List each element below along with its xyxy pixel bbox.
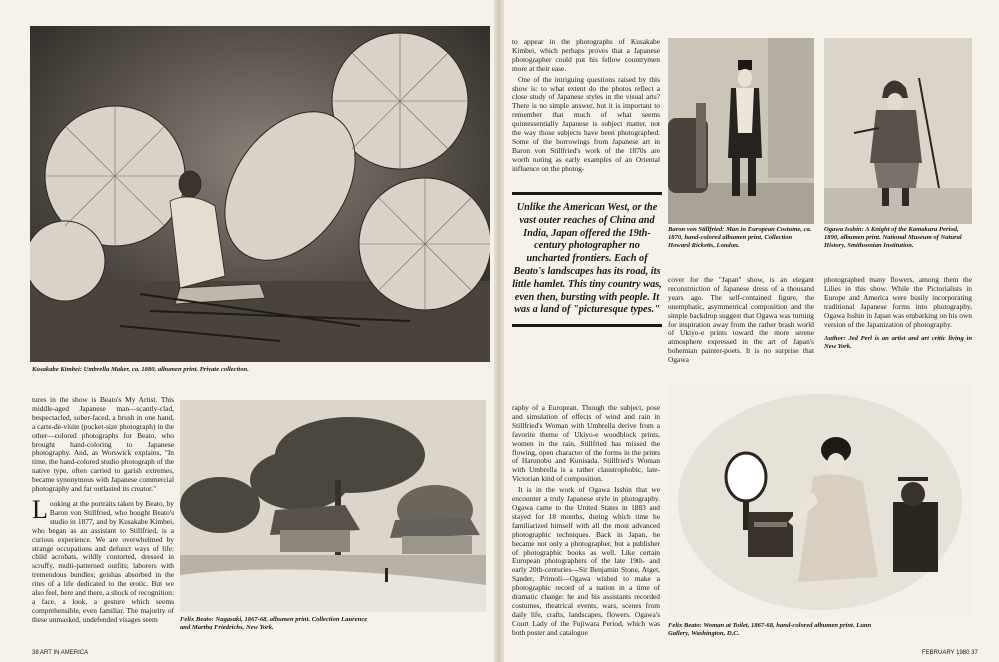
- paragraph: photographed many flowers, among them the Lilies in this show. While the Pictorialists in Europe and America were busily incorporating traditional Japanese forms into photography, Ogawa Isshin in Japan was embarking on his own version of the Japanization of photography.: [824, 275, 972, 329]
- drop-cap: L: [32, 494, 48, 524]
- left-text-column: [32, 396, 174, 627]
- right-top-text-column: [512, 38, 660, 176]
- right-mid-text-column-a: [668, 276, 814, 367]
- right-folio: FEBRUARY 1980 37: [922, 650, 978, 656]
- caption-baron-stillfried: Baron von Stillfried: Man in European Costume, ca. 1870, hand-colored albumen print. Collection Howard Ricketts, London.: [668, 226, 812, 249]
- paragraph: raphy of a European. Though the subject, pose and simulation of effects of wind and rain in Stillfried's Woman with Umbrella derive from a favorite theme of Ukiyo-e woodblock prints, women in the rain, Stillfried has missed the flowing, open character of the forms in the prints of Harunobu and Kunisada. Stillfried's Woman with Umbrella is a rather claustrophobic, late-Victorian kind of composition.: [512, 403, 660, 484]
- paragraph: cover for the "Japan" show, is an elegant reconstruction of Japanese dress of a thousand years ago. The self-contained figure, the unemphatic, asymmetrical composition and the simple backdrop suggest that Ogawa was turning for inspiration away from the rather brash world of Ukiyo-e prints toward the more serene atmosphere expressed in the art of Japan's bohemian painter-poets. It is no surprise that Ogawa: [668, 275, 814, 365]
- magazine-spine: [494, 0, 504, 662]
- author-note: Author: Jed Perl is an artist and art critic living in New York.: [824, 335, 972, 351]
- caption-woman-at-toilet: Felix Beato: Woman at Toilet, 1867-68, hand-colored albumen print. Lunn Gallery, Washington, D.C.: [668, 622, 872, 637]
- woman-at-toilet-photo: [668, 382, 972, 618]
- left-folio: 38 ART IN AMERICA: [32, 650, 89, 656]
- nagasaki-photo: [180, 400, 486, 612]
- right-mid-text-column-b: [824, 276, 972, 351]
- paragraph-dropcap: [32, 494, 175, 625]
- right-bottom-text-column: [512, 404, 660, 640]
- paragraph: One of the intriguing questions raised by this show is: to what extent do the photos reflect a close study of Japanese styles in the visual arts? There is no simple answer, but it is important to remember that much of what seems quintessentially Japanese is subject matter, not the way those subjects have been photographed. Some of the borrowings from Japanese art in Baron von Stillfried's work of the 1870s are worth noting as early examples of an Oriental influence on the photog-: [512, 74, 660, 173]
- caption-nagasaki: Felix Beato: Nagasaki, 1867-68, albumen print. Collection Laurence and Martha Friedrichs, New York.: [180, 616, 368, 631]
- paragraph: to appear in the photographs of Kusakabe Kimbei, which perhaps proves that a Japanese photographer could put his fellow countrymen more at their ease.: [512, 37, 660, 73]
- paragraph-text: ooking at the portraits taken by Beato, by Baron von Stillfried, who bought Beato's studio in 1877, and by Kusakabe Kimbei, who began as an assistant to Stillfried, is a curious experience. We are overwhelmed by strange occupations and defunct ways of life: child acrobats, wildly contorted, dressed in scruffy, multi-patterned outfits; laborers with tremendous bundles; geishas absorbed in the rites of a life dedicated to the erotic. But we also feel, here and there, a shock of recognition: a face, a look, a gesture which seems comprehensible, even familiar. The majority of these unmasked, undefended visages seem: [32, 498, 175, 624]
- kamakura-knight-photo: [824, 38, 972, 224]
- baron-stillfried-photo: [668, 38, 814, 224]
- umbrella-maker-photo: [30, 26, 490, 362]
- paragraph: tures in the show is Beato's My Artist. This middle-aged Japanese man—scantly-clad, bespectacled, sober-faced, a brush in one hand, a carte-de-visite (pocket-size photograph) in the other—colored photographs for Beato, who brought hand-coloring to Japanese photography. And, as Worswick explains, "In time, the hand-colored studio photograph of the native type, often carried to garish extremes, became synonymous with Japanese commercial photography and far outlasted its creator.": [32, 395, 174, 494]
- caption-kamakura-knight: Ogawa Isshin: A Knight of the Kamakura Period, 1890, albumen print. National Museum of Natural History, Smithsonian Institution.: [824, 226, 962, 249]
- paragraph: It is in the work of Ogawa Isshin that we encounter a truly Japanese style in photography. Ogawa came to the United States in 1883 and stayed for 18 months, during which time he familiarized himself with all the most advanced photographic techniques. Back in Japan, he became not only a photographer, but a publisher of photographic books as well. Like certain European photographers of the late 19th- and early 20th-centuries—Sir Benjamin Stone, Atget, Sander, Primoli—Ogawa wished to make a photographic record of a nation in a time of dramatic change: he and his assistants recorded costumes, theatrical events, wars, scenes from daily life, crafts, landscapes, flowers. Ogawa's Court Lady of the Fujiwara Period, which was both poster and catalogue: [512, 485, 660, 637]
- caption-umbrella-maker: Kusakabe Kimbei: Umbrella Maker, ca. 1880, albumen print. Private collection.: [32, 366, 249, 373]
- pull-quote: Unlike the American West, or the vast outer reaches of China and India, Japan offered the 19th-century photographer no uncharted frontiers. Each of Beato's landscapes has its road, its little hamlet. This tiny country was, even then, bursting with people. It was a land of "picturesque types.": [512, 192, 662, 327]
